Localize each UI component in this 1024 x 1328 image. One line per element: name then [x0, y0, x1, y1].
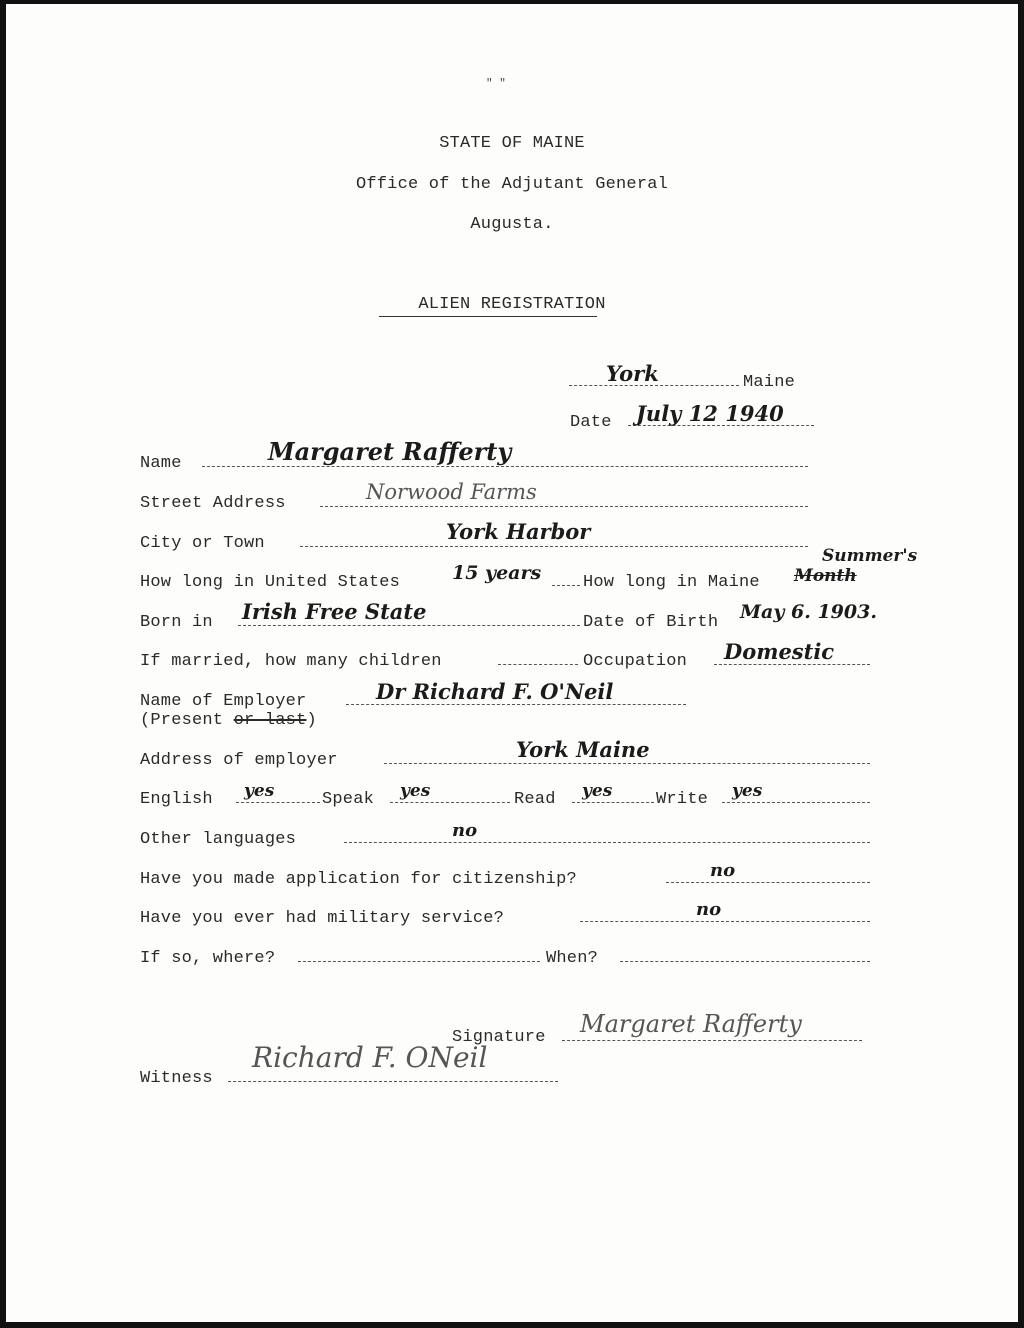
write-entry: yes	[732, 781, 763, 801]
present-label: (Present	[140, 711, 224, 730]
witness-signature: Richard F. ONeil	[252, 1041, 488, 1074]
maine-duration-entry: Summer's	[822, 546, 918, 566]
married-label: If married, how many children	[140, 652, 442, 671]
employer-address-entry: York Maine	[516, 737, 650, 762]
employer-address-label: Address of employer	[140, 751, 338, 770]
born-in-line	[238, 625, 580, 626]
occupation-label: Occupation	[583, 652, 688, 671]
office-heading: Office of the Adjutant General	[355, 175, 669, 194]
us-duration-line	[552, 585, 580, 586]
name-label: Name	[140, 454, 182, 473]
maine-duration-label: How long in Maine	[583, 573, 760, 592]
street-entry: Norwood Farms	[366, 480, 537, 504]
street-line	[320, 506, 808, 507]
occupation-entry: Domestic	[724, 639, 835, 664]
date-label: Date	[570, 413, 612, 432]
city-label: City or Town	[140, 534, 265, 553]
employer-entry: Dr Richard F. O'Neil	[376, 679, 614, 704]
employer-label: Name of Employer	[140, 692, 307, 711]
name-line	[202, 466, 808, 467]
citizenship-line	[666, 882, 870, 883]
town-entry: York	[606, 361, 659, 386]
write-label: Write	[656, 790, 709, 809]
other-languages-label: Other languages	[140, 830, 297, 849]
street-label: Street Address	[140, 494, 286, 513]
born-in-entry: Irish Free State	[242, 599, 427, 624]
citizenship-label: Have you made application for citizenship?	[140, 870, 577, 889]
read-label: Read	[514, 790, 556, 809]
maine-duration-struck: Month	[794, 566, 857, 586]
where-label: If so, where?	[140, 949, 276, 968]
present-close: )	[306, 711, 317, 730]
other-languages-line	[344, 842, 870, 843]
city-line	[300, 546, 808, 547]
maine-label: Maine	[743, 373, 796, 392]
when-label: When?	[546, 949, 599, 968]
us-duration-label: How long in United States	[140, 573, 401, 592]
name-entry: Margaret Rafferty	[268, 437, 512, 466]
city-entry: York Harbor	[446, 519, 591, 544]
born-in-label: Born in	[140, 613, 213, 632]
dob-entry: May 6. 1903.	[740, 601, 877, 623]
employer-line	[346, 704, 686, 705]
married-line	[498, 664, 578, 665]
english-entry: yes	[244, 781, 275, 801]
occupation-line	[714, 664, 870, 665]
citizenship-entry: no	[710, 860, 736, 881]
speak-entry: yes	[400, 781, 431, 801]
present-or-last-note	[140, 711, 317, 731]
or-last-struck: or last	[233, 711, 307, 730]
title-underline	[379, 316, 597, 317]
military-line	[580, 921, 870, 922]
where-line	[298, 961, 540, 962]
date-entry: July 12 1940	[636, 401, 784, 426]
signature-label: Signature	[452, 1028, 546, 1047]
city-heading: Augusta.	[470, 215, 554, 234]
english-label: English	[140, 790, 213, 809]
signature-line	[562, 1040, 862, 1041]
witness-line	[228, 1081, 558, 1082]
speak-label: Speak	[322, 790, 375, 809]
alien-registration-form	[6, 4, 1018, 1322]
form-title: ALIEN REGISTRATION	[418, 295, 606, 314]
read-entry: yes	[582, 781, 613, 801]
signature-entry: Margaret Rafferty	[580, 1010, 802, 1038]
state-heading: STATE OF MAINE	[439, 134, 585, 153]
other-languages-entry: no	[452, 820, 478, 841]
when-line	[620, 961, 870, 962]
us-duration-entry: 15 years	[452, 562, 542, 584]
dob-label: Date of Birth	[583, 613, 719, 632]
military-label: Have you ever had military service?	[140, 909, 505, 928]
military-entry: no	[696, 899, 722, 920]
scan-mark: " "	[486, 78, 506, 90]
employer-address-line	[384, 763, 870, 764]
witness-label: Witness	[140, 1069, 213, 1088]
